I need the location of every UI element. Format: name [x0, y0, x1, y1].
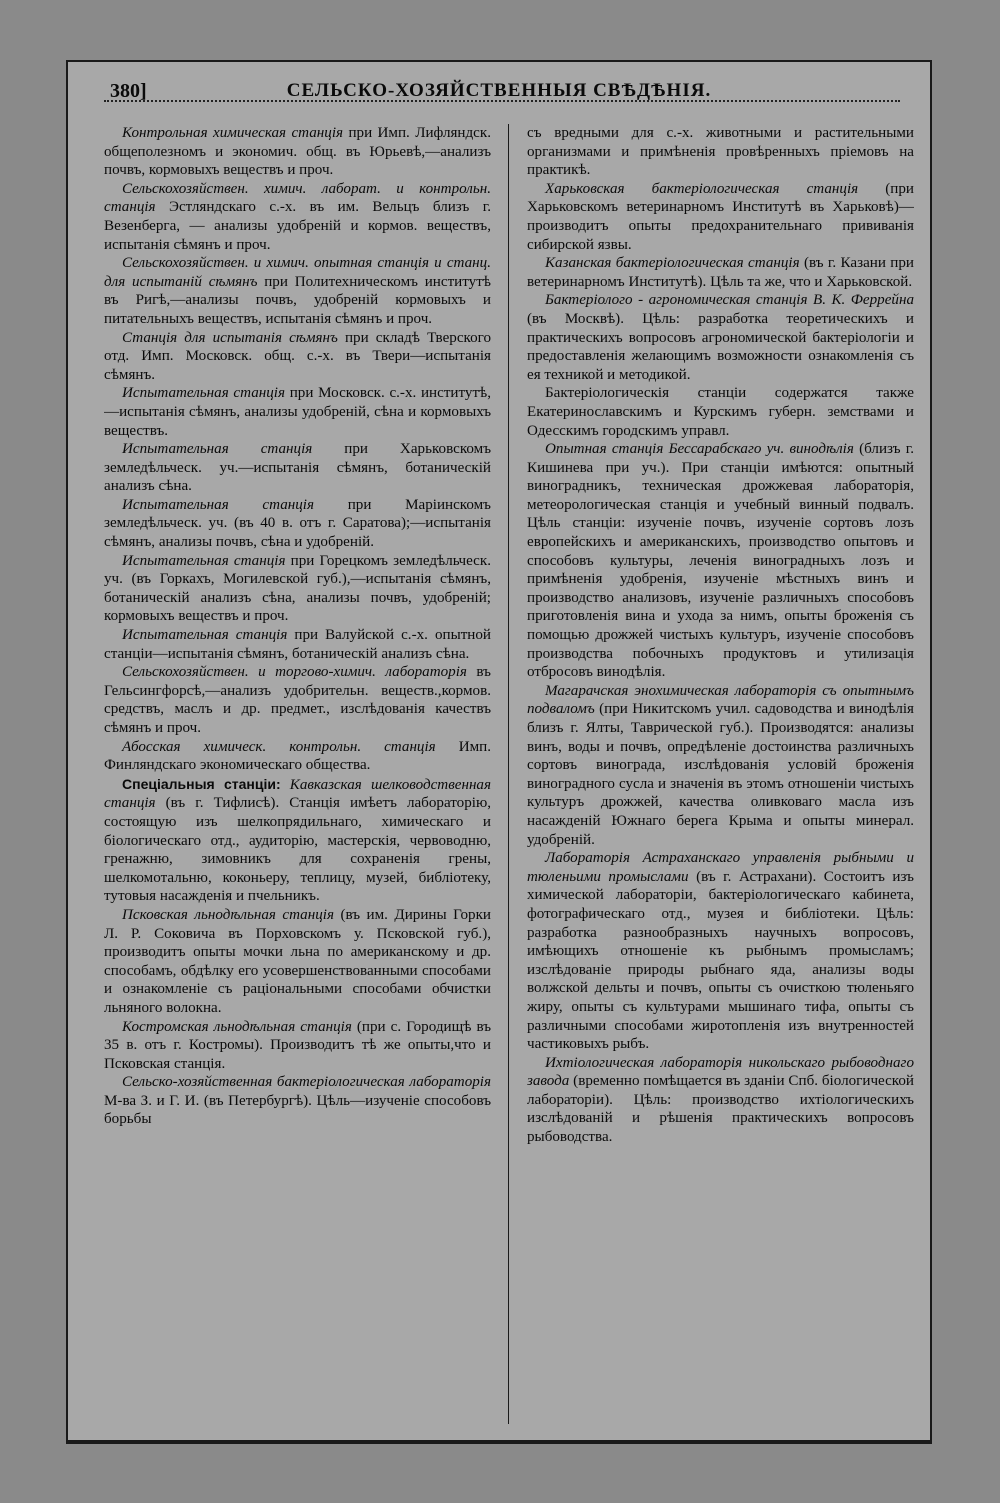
- entry-text: при Горецкомъ земледѣльческ. уч. (въ Горкахъ, Могилевской губ.),—испытанія сѣмянъ, ботаническій анализъ сѣна, анализы почвъ, удобреній; кормовыхъ веществъ и проч.: [104, 552, 491, 625]
- entry-text: при Политехническомъ институтѣ въ Ригѣ,—анализы почвъ, удобреній кормовыхъ и питательныхъ веществъ, испытанія сѣмянъ и проч.: [104, 273, 491, 327]
- left-column: [104, 124, 491, 1424]
- entry-text: (временно помѣщается въ зданіи Спб. біологической лабораторіи). Цѣль: производство ихтіологическихъ изслѣдованій и рѣшенія практическихъ вопросовъ рыбоводства.: [527, 1073, 914, 1146]
- entry: [527, 254, 914, 291]
- entry-title: Сельскохозяйствен. и химич. опытная станція и станц. для испытаній сѣмянъ: [104, 255, 491, 290]
- entry-title: Бактеріолого - агрономическая станція В. К. Феррейна: [545, 292, 914, 309]
- entry-title: Казанская бактеріологическая станція: [545, 255, 800, 272]
- text-columns: [104, 124, 914, 1434]
- entry-title: Кавказская шелководственная станція: [104, 776, 491, 812]
- entry: [527, 1054, 914, 1147]
- entry: [104, 254, 491, 328]
- entry: [527, 849, 914, 1054]
- running-title: СЕЛЬСКО-ХОЗЯЙСТВЕННЫЯ СВѢДѢНІЯ.: [286, 80, 712, 101]
- entry: [104, 552, 491, 626]
- entry-title: Сельскохозяйствен. и торгово-химич. лабораторія: [122, 664, 467, 681]
- entry: [527, 291, 914, 384]
- entry-text: Эстляндскаго с.-х. въ им. Вельцъ близъ г. Везенберга, — анализы удобреній и кормов. веществъ, испытанія сѣмянъ и проч.: [104, 199, 491, 253]
- entry-text: (въ г. Астрахани). Состоитъ изъ химической лабораторіи, бактеріологическаго кабинета, фотографическаго отд., музея и библіотеки. Цѣль: разработка разнообразныхъ научныхъ вопросовъ, имѣющихъ отношеніе къ рыбнымъ промысламъ; изслѣдованіе природы рыбнаго яда, анализы воды волжской дельты и почвъ, опыты съ очисткою тюленьяго жиру, опыты съ культурами мышинаго тифа, опыты съ различными способами жиротопленія изъ внутренностей частиковыхъ рыбъ.: [527, 868, 914, 1053]
- entry-text: при Валуйской с.-х. опытной станціи—испытанія сѣмянъ, ботаническій анализъ сѣна.: [104, 627, 491, 662]
- entry-text: (въ г. Тифлисѣ). Станція имѣетъ лабораторію, состоящую изъ шелкопрядильнаго, химическаго и біологическаго отд., аудиторію, мастерскія, червоводню, гренажню, зимовникъ для сохраненія грены, шелкомотальню, коконьеру, теплицу, музей, библіотеку, тутовыя насажденія и пчельникъ.: [104, 795, 491, 905]
- entry-title: Испытательная станція: [122, 552, 286, 569]
- entry-title: Испытательная станція: [122, 385, 286, 402]
- entry-text: (при с. Городищѣ въ 35 в. отъ г. Костромы). Производитъ тѣ же опыты,что и Псковская станція.: [104, 1018, 491, 1072]
- entry-title: Испытательная станція: [122, 496, 314, 513]
- bottom-rule: [68, 1440, 930, 1442]
- entry-title: Станція для испытанія сѣмянъ: [122, 329, 338, 346]
- entry-text: при Имп. Лифляндск. общеполезномъ и экономич. общ. въ Юрьевѣ,—анализъ почвъ, кормовыхъ веществъ и проч.: [104, 125, 491, 179]
- header-rule: [104, 100, 900, 102]
- entry-text: съ вредными для с.-х. животными и растительными организмами и примѣненія провѣренныхъ пріемовъ на практикѣ.: [527, 125, 914, 179]
- entry-text: Имп. Финляндскаго экономическаго общества.: [104, 738, 491, 774]
- entry: [527, 440, 914, 682]
- entry: [527, 124, 914, 180]
- entry-text: при Маріинскомъ земледѣльческ. уч. (въ 40 в. отъ г. Саратова);—испытанія сѣмянъ, анализы почвъ, сѣна и удобреній.: [104, 496, 491, 551]
- entry: [104, 384, 491, 440]
- entry-text: при Московск. с.-х. институтѣ,—испытанія сѣмянъ, анализы удобреній, сѣна и кормовыхъ веществъ.: [104, 385, 491, 439]
- entry-title: Лабораторія Астраханскаго управленія рыбными и тюленьими промыслами: [527, 850, 914, 885]
- entry-title: Псковская льнодѣльная станція: [122, 906, 334, 923]
- entry: [104, 1018, 491, 1074]
- entry-title: Абосская химическ. контрольн. станція: [122, 738, 436, 755]
- entry-title: Ихтіологическая лабораторія никольскаго рыбоводнаго завода: [527, 1054, 914, 1090]
- entry: [104, 440, 491, 496]
- section-lead: Спеціальныя станціи:: [122, 775, 281, 792]
- entry: [104, 496, 491, 552]
- entry-text: (при Харьковскомъ ветеринарномъ Институтѣ въ Харьковѣ)—производитъ опыты предохранительнаго прививанія сибирской язвы.: [527, 180, 914, 253]
- entry-text: при Харьковскомъ земледѣльческ. уч.—испытанія сѣмянъ, ботаническій анализъ сѣна.: [104, 441, 491, 495]
- entry: [104, 626, 491, 663]
- entry-text: (при Никитскомъ учил. садоводства и винодѣлія близъ г. Ялты, Таврической губ.). Производятся: анализы винъ, воды и почвъ, опредѣленіе достоинства различныхъ сортовъ винограда, изслѣдованія условій броженія виноградного сусла и значенія въ этомъ отношеніи чистыхъ культуръ дрожжей, качества оливковаго масла изъ насажденій Южнаго берега Крыма и опыты минерал. удобреній.: [527, 701, 914, 848]
- entry-text: М-ва З. и Г. И. (въ Петербургѣ). Цѣль—изученіе способовъ борьбы: [104, 1092, 491, 1128]
- entry-title: Костромская льнодѣльная станція: [122, 1018, 352, 1035]
- entry-text: въ Гельсингфорсѣ,—анализъ удобрительн. веществ.,кормов. средствъ, маслъ и др. предмет., изслѣдованія качествъ сѣмянъ и проч.: [104, 664, 491, 736]
- entry-title: Сельско-хозяйственная бактеріологическая лабораторія: [122, 1074, 491, 1091]
- entry: [527, 682, 914, 849]
- entry: [104, 906, 491, 1018]
- entry: [104, 663, 491, 737]
- entry: [104, 329, 491, 385]
- entry: [104, 180, 491, 254]
- entry: [104, 124, 491, 180]
- entry-title: Магарачская энохимическая лабораторія съ опытнымъ подваломъ: [527, 682, 914, 718]
- entry-text: (въ Москвѣ). Цѣль: разработка теоретическихъ и практическихъ вопросовъ агрономической бактеріологіи и предоставленія желающимъ возможности ознакомленія съ ея техникой и методикой.: [527, 310, 914, 383]
- entry: [104, 775, 491, 906]
- entry: [527, 180, 914, 254]
- entry: [104, 1073, 491, 1129]
- entry-title: Харьковская бактеріологическая станція: [545, 180, 859, 197]
- entry-title: Испытательная станція: [122, 441, 313, 458]
- entry-text: (близъ г. Кишинева при уч.). При станціи имѣются: опытный виноградникъ, техническая дрожжевая лабораторія, метеорологическая станція и учебный винный подвалъ. Цѣль станціи: изученіе почвъ, изученіе сортовъ лозъ европейскихъ и американскихъ, производство опытовъ и способовъ культуры, леченія виноградныхъ лозъ и примѣненія удобренія, изученіе мѣстныхъ винъ и производство анализовъ, изученіе различныхъ способовъ приготовленія вина и ухода за нимъ, опыты броженія съ помощью дрожжей чистыхъ культуръ, изученіе способовъ производства побочныхъ продуктовъ и утилизація отбросовъ винодѣлія.: [527, 441, 914, 681]
- entry-text: (въ им. Дирины Горки Л. Р. Соковича въ Порховскомъ у. Псковской губ.), производитъ опыты мочки льна по американскому и др. способамъ, обдѣлку его усовершенствованными способами и ознакомленіе съ раціональными способами обчистки льняного волокна.: [104, 906, 491, 1016]
- right-column: [527, 124, 914, 1424]
- entry-text: Бактеріологическія станціи содержатся также Екатеринославскимъ и Курскимъ губерн. земствами и Одесскимъ городскимъ управл.: [527, 385, 914, 439]
- entry-text: (въ г. Казани при ветеринарномъ Институтѣ). Цѣль та же, что и Харьковской.: [527, 255, 914, 290]
- entry-title: Испытательная станція: [122, 627, 288, 644]
- entry: [104, 738, 491, 775]
- page-header: [90, 78, 908, 112]
- page-frame: [66, 60, 932, 1444]
- page-number: 380]: [110, 80, 147, 102]
- entry-title: Опытная станція Бессарабскаго уч. винодѣлія: [545, 441, 854, 458]
- entry-text: при складѣ Тверского отд. Имп. Московск. общ. с.-х. въ Твери—испытанія сѣмянъ.: [104, 329, 491, 383]
- column-divider: [508, 124, 509, 1424]
- entry-title: Контрольная химическая станція: [122, 125, 344, 141]
- entry: [527, 384, 914, 440]
- entry-title: Сельскохозяйствен. химич. лаборат. и контрольн. станція: [104, 180, 491, 216]
